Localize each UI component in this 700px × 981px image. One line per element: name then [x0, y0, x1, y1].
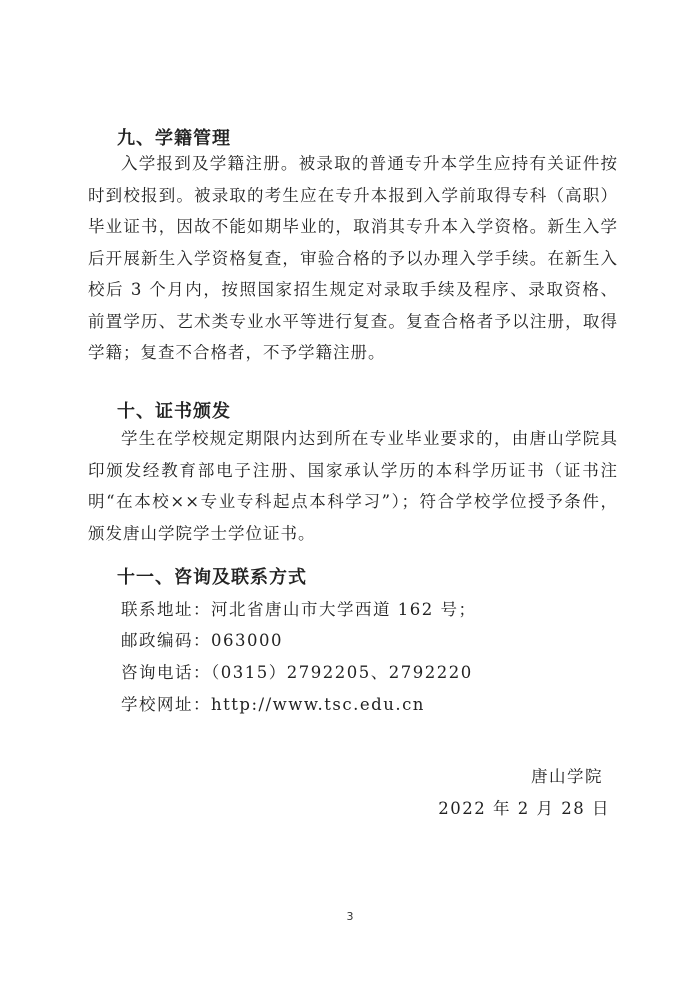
- signature-org: 唐山学院: [531, 767, 603, 786]
- section9-paragraph: 入学报到及学籍注册。被录取的普通专升本学生应持有关证件按时到校报到。被录取的考生应在专升本报到入学前取得专科（高职）毕业证书，因故不能如期毕业的，取消其专升本入学资格。新生入学后开展新生入学资格复查，审验合格的予以办理入学手续。在新生入校后 3 个月内，按照国家招生规定对录取手续及程序、录取资格、前置学历、艺术类专业水平等进行复查。复查合格者予以注册，取得学籍；复查不合格者，不予学籍注册。: [88, 154, 618, 362]
- section10-heading: 十、证书颁发: [117, 401, 231, 422]
- contact-website: 学校网址：http://www.tsc.edu.cn: [121, 695, 425, 714]
- signature-date: 2022 年 2 月 28 日: [438, 799, 610, 818]
- section11-heading: 十一、咨询及联系方式: [117, 567, 307, 588]
- contact-postcode: 邮政编码：063000: [121, 631, 283, 650]
- contact-address: 联系地址：河北省唐山市大学西道 162 号；: [121, 600, 477, 619]
- section9-heading: 九、学籍管理: [117, 128, 231, 149]
- section10-paragraph: 学生在学校规定期限内达到所在专业毕业要求的，由唐山学院具印颁发经教育部电子注册、国家承认学历的本科学历证书（证书注明“在本校××专业专科起点本科学习”）；符合学校学位授予条件，颁发唐山学院学士学位证书。: [88, 429, 618, 543]
- contact-phone: 咨询电话：（0315）2792205、2792220: [121, 663, 473, 682]
- page-number: 3: [346, 910, 354, 923]
